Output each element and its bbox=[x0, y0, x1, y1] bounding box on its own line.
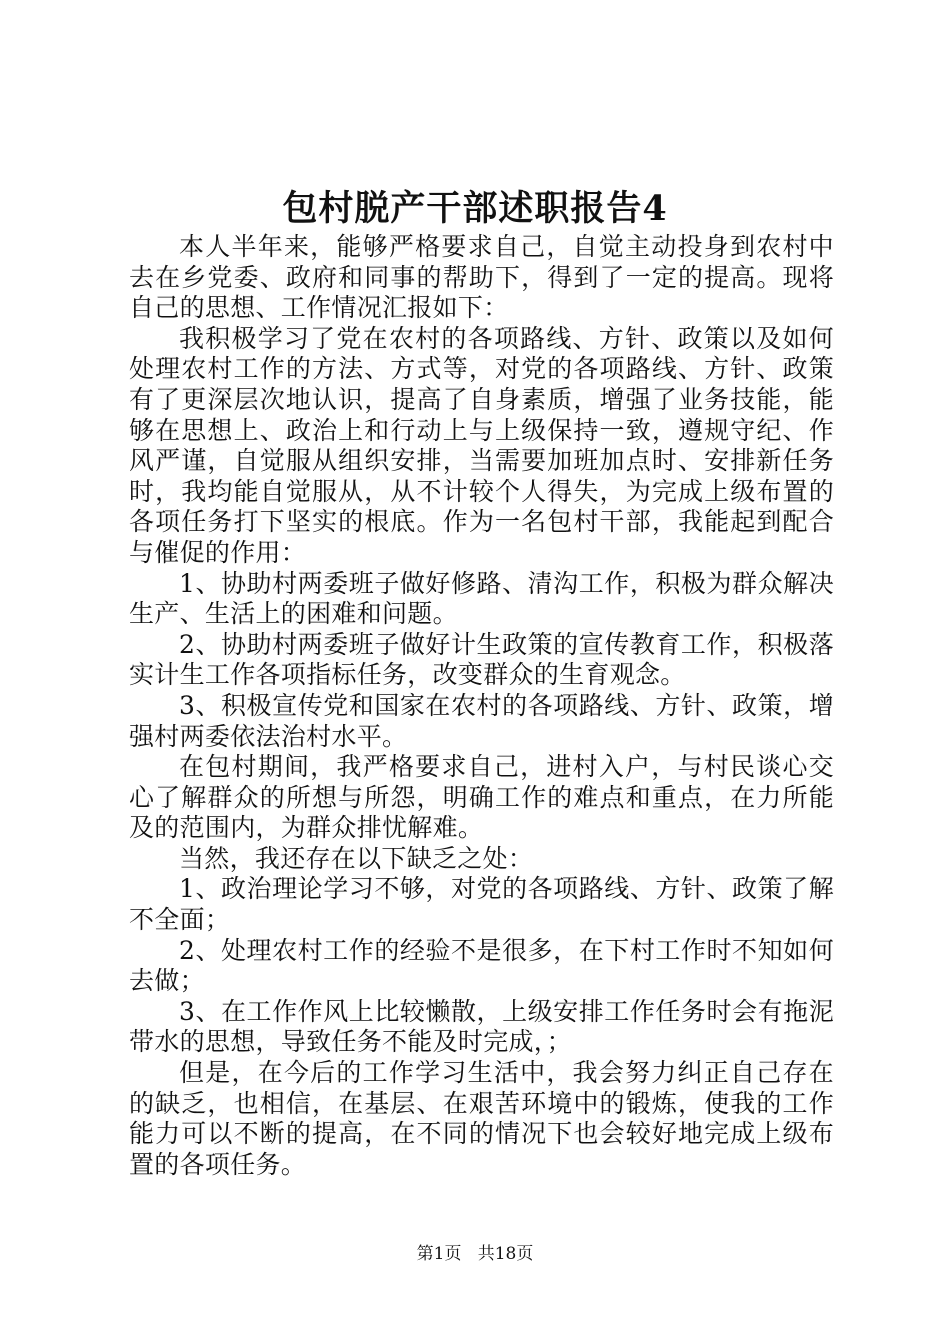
paragraph-shortcoming-2: 2、处理农村工作的经验不是很多，在下村工作时不知如何去做； bbox=[129, 935, 834, 996]
paragraph-shortcoming-1: 1、政治理论学习不够，对党的各项路线、方针、政策了解不全面； bbox=[129, 874, 834, 935]
paragraph-conclusion: 但是，在今后的工作学习生活中，我会努力纠正自己存在的缺乏，也相信，在基层、在艰苦环境中的锻炼，使我的工作能力可以不断的提高，在不同的情况下也会较好地完成上级布置的各项任务。 bbox=[129, 1058, 834, 1179]
page-separator bbox=[467, 1244, 472, 1264]
document-body bbox=[129, 232, 834, 1180]
paragraph-item-3: 3、积极宣传党和国家在农村的各项路线、方针、政策，增强村两委依法治村水平。 bbox=[129, 690, 834, 751]
paragraph-shortcomings-intro: 当然，我还存在以下缺乏之处： bbox=[179, 843, 534, 873]
paragraph-shortcoming-3: 3、在工作作风上比较懒散，上级安排工作任务时会有拖泥带水的思想，导致任务不能及时完成，； bbox=[129, 996, 834, 1057]
page-number: 第1页 bbox=[416, 1244, 462, 1264]
page-footer bbox=[0, 1242, 950, 1266]
document-title: 包村脱产干部述职报告4 bbox=[282, 188, 668, 229]
paragraph-village-period: 在包村期间，我严格要求自己，进村入户，与村民谈心交心了解群众的所想与所怨，明确工作的难点和重点，在力所能及的范围内，为群众排忧解难。 bbox=[129, 752, 834, 843]
paragraph-item-2: 2、协助村两委班子做好计生政策的宣传教育工作，积极落实计生工作各项指标任务，改变群众的生育观念。 bbox=[129, 629, 834, 690]
paragraph-intro: 本人半年来，能够严格要求自己，自觉主动投身到农村中去在乡党委、政府和同事的帮助下，得到了一定的提高。现将自己的思想、工作情况汇报如下： bbox=[129, 232, 834, 323]
page-total: 共18页 bbox=[477, 1244, 534, 1264]
paragraph-study: 我积极学习了党在农村的各项路线、方针、政策以及如何处理农村工作的方法、方式等，对党的各项路线、方针、政策有了更深层次地认识，提高了自身素质，增强了业务技能，能够在思想上、政治上和行动上与上级保持一致，遵规守纪、作风严谨，自觉服从组织安排，当需要加班加点时、安排新任务时，我均能自觉服从，从不计较个人得失，为完成上级布置的各项任务打下坚实的根底。作为一名包村干部，我能起到配合与催促的作用： bbox=[129, 323, 834, 567]
paragraph-item-1: 1、协助村两委班子做好修路、清沟工作，积极为群众解决生产、生活上的困难和问题。 bbox=[129, 568, 834, 629]
